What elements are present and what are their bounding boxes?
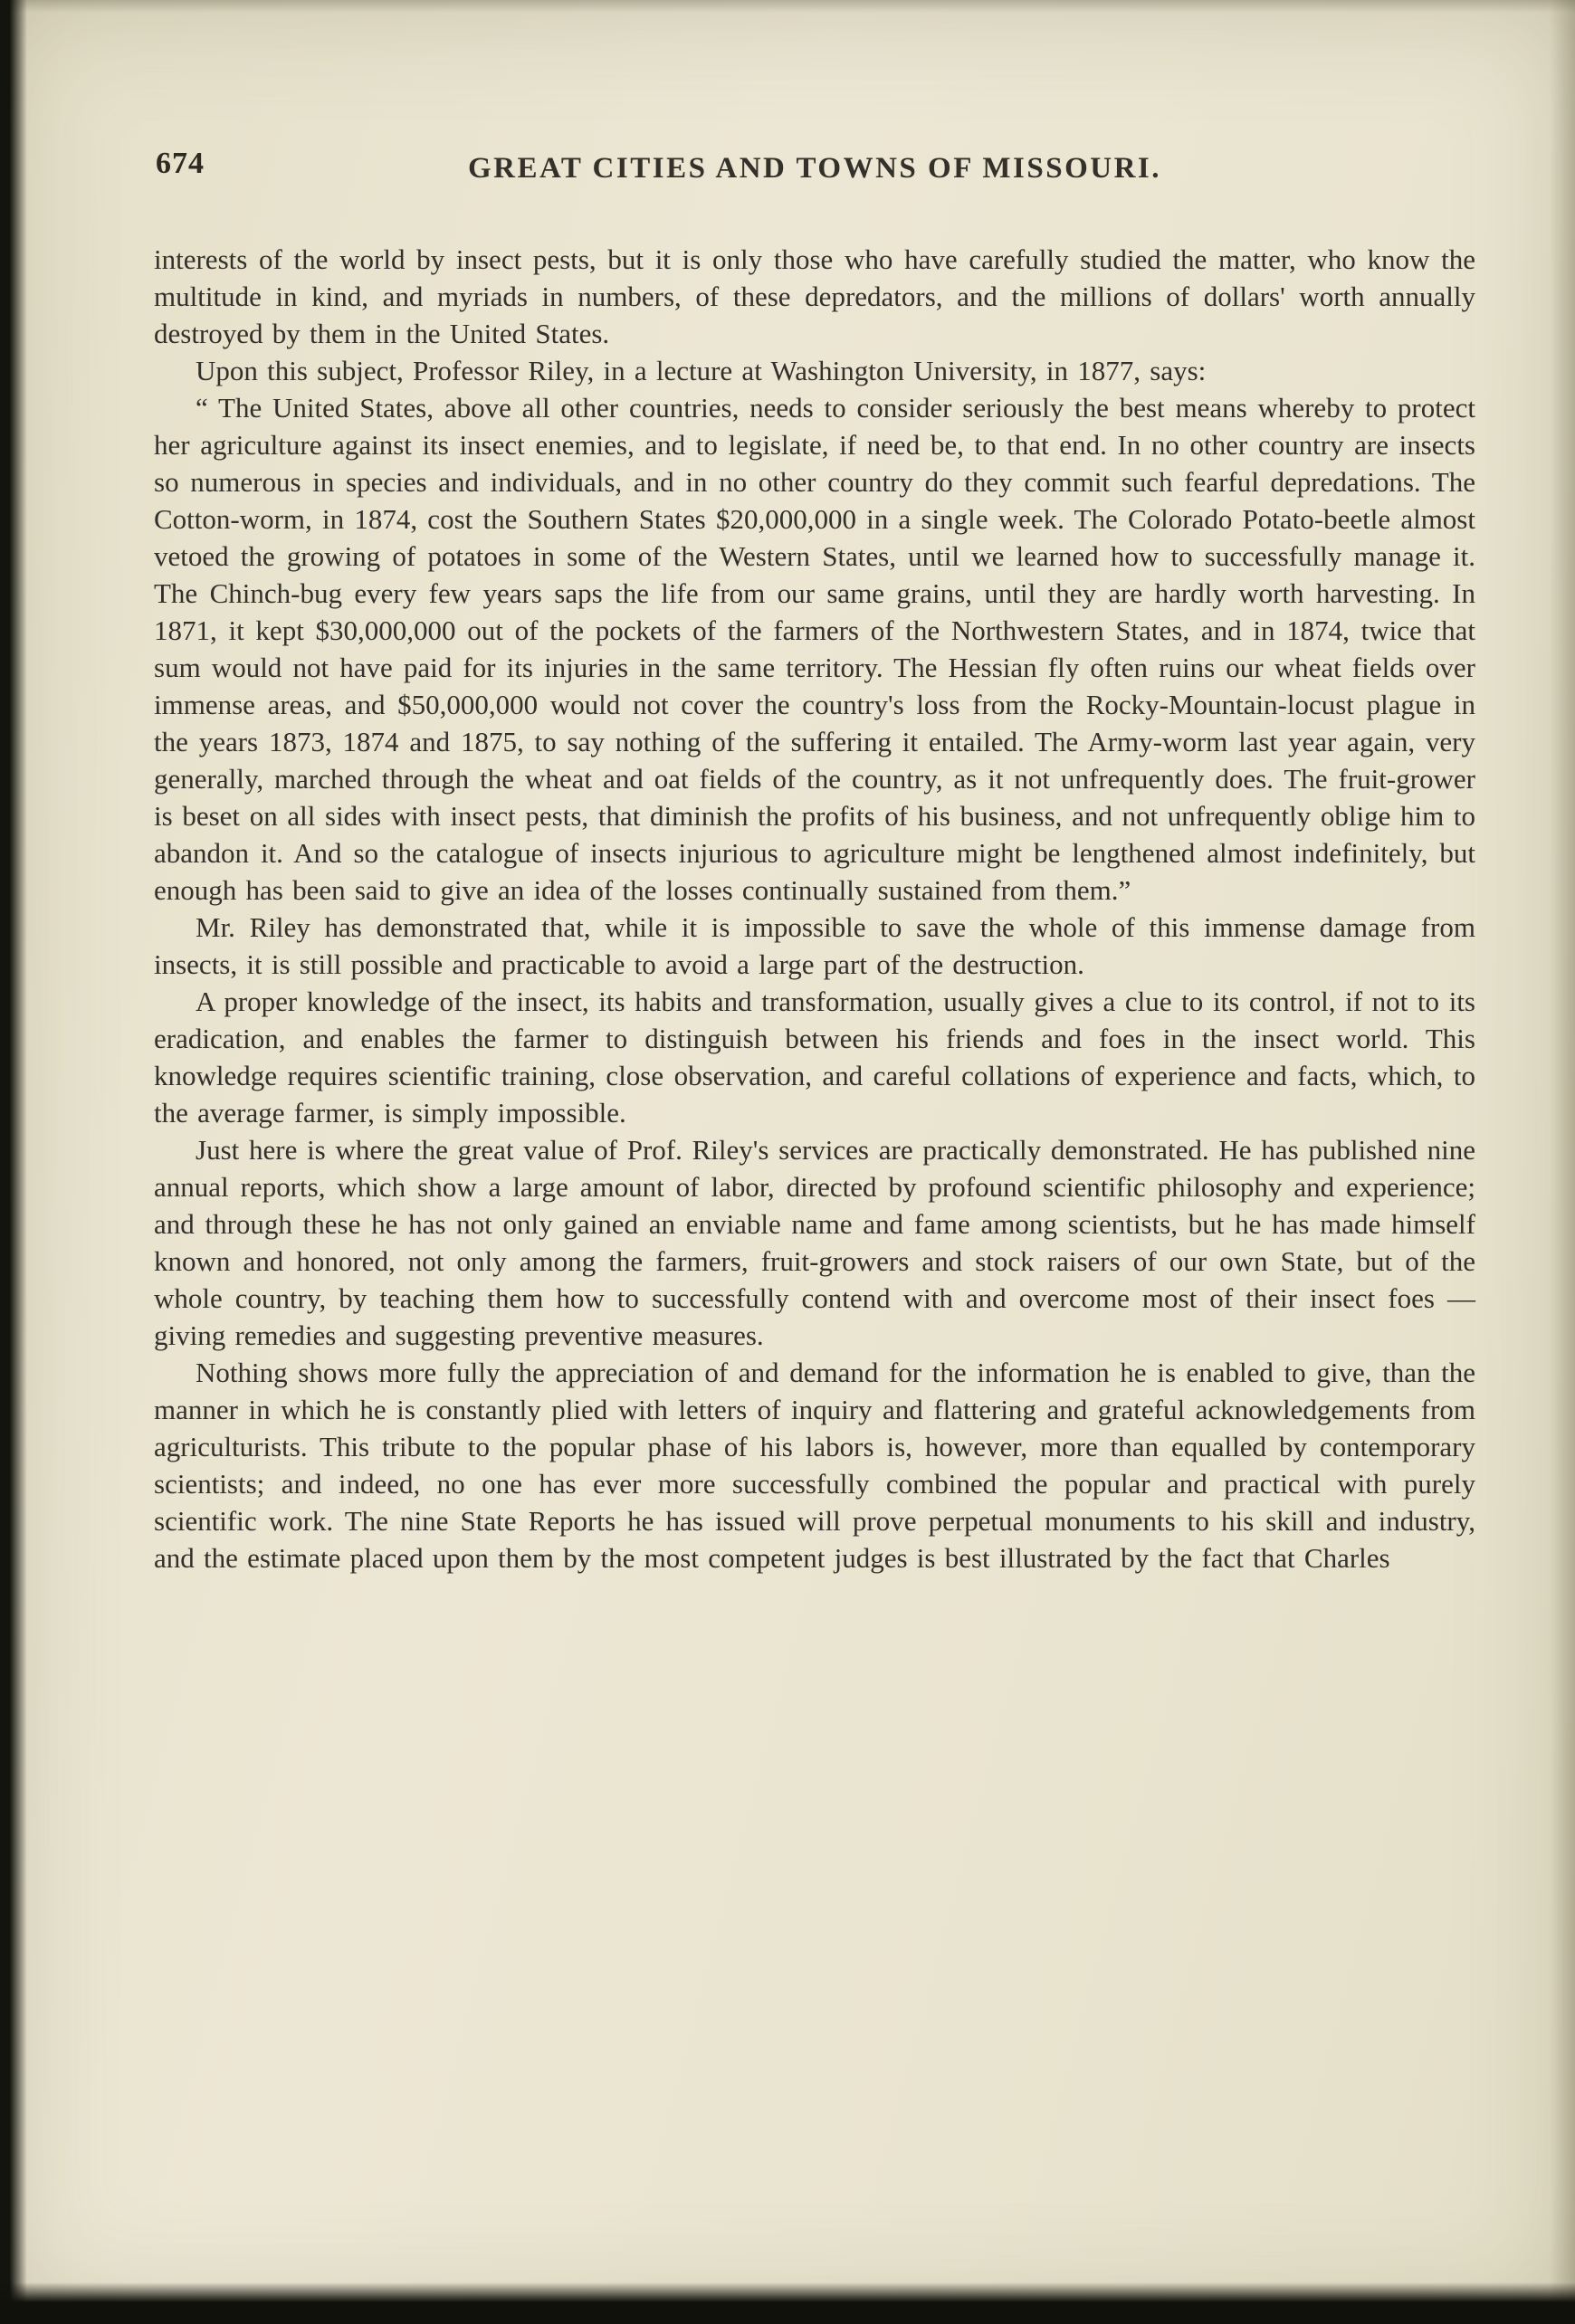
body-text [154, 241, 1475, 1576]
paragraph-7: Nothing shows more fully the appreciation of and demand for the information he is enabled to give, than the manner in which he is constantly plied with letters of inquiry and flattering and grateful acknowledgements from agriculturists. This tribute to the popular phase of his labors is, however, more than equalled by contemporary scientists; and indeed, no one has ever more successfully combined the popular and practical with purely scientific work. The nine State Reports he has issued will prove perpetual monuments to his skill and industry, and the estimate placed upon them by the most competent judges is best illustrated by the fact that Charles [154, 1357, 1475, 1574]
page-content [154, 147, 1475, 1576]
page-header [154, 147, 1475, 194]
paragraph-5: A proper knowledge of the insect, its habits and transformation, usually gives a clue to its control, if not to its eradication, and enables the farmer to distinguish between his friends and foes in the insect world. This knowledge requires scientific training, close observation, and careful collations of experience and facts, which, to the average farmer, is simply impossible. [154, 986, 1475, 1129]
paragraph-6: Just here is where the great value of Prof. Riley's services are practically demonstrated. He has published nine annual reports, which show a large amount of labor, directed by profound scientific philosophy and experience; and through these he has not only gained an enviable name and fame among scientists, but he has made himself known and honored, not only among the farmers, fruit-growers and stock raisers of our own State, but of the whole country, by teaching them how to successfully contend with and overcome most of their insect foes — giving remedies and suggesting preventive measures. [154, 1134, 1475, 1351]
scan-edge-left [0, 0, 27, 2324]
page-number: 674 [156, 147, 205, 180]
paragraph-1: interests of the world by insect pests, but it is only those who have carefully studied the matter, who know the multitude in kind, and myriads in numbers, of these depredators, and the millions of dollars' worth annually destroyed by them in the United States. [154, 243, 1475, 349]
running-title: GREAT CITIES AND TOWNS OF MISSOURI. [467, 152, 1161, 185]
scan-edge-bottom [0, 2282, 1575, 2324]
scan-edge-top [0, 0, 1575, 13]
scan-edge-right [1550, 0, 1575, 2324]
paragraph-3-riley-quote: “ The United States, above all other countries, needs to consider seriously the best means whereby to protect her agriculture against its insect enemies, and to legislate, if need be, to that end. In no other country are insects so numerous in species and individuals, and in no other country do they commit such fearful depredations. The Cotton-worm, in 1874, cost the Southern States $20,000,000 in a single week. The Colorado Potato-beetle almost vetoed the growing of potatoes in some of the Western States, until we learned how to successfully manage it. The Chinch-bug every few years saps the life from our same grains, until they are hardly worth harvesting. In 1871, it kept $30,000,000 out of the pockets of the farmers of the Northwestern States, and in 1874, twice that sum would not have paid for its injuries in the same territory. The Hessian fly often ruins our wheat fields over immense areas, and $50,000,000 would not cover the country's loss from the Rocky-Mountain-locust plague in the years 1873, 1874 and 1875, to say nothing of the suffering it entailed. The Army-worm last year again, very generally, marched through the wheat and oat fields of the country, as it not unfrequently does. The fruit-grower is beset on all sides with insect pests, that diminish the profits of his business, and not unfrequently oblige him to abandon it. And so the catalogue of insects injurious to agriculture might be lengthened almost indefinitely, but enough has been said to give an idea of the losses continually sustained from them.” [154, 392, 1475, 906]
paragraph-4: Mr. Riley has demonstrated that, while it is impossible to save the whole of this immense damage from insects, it is still possible and practicable to avoid a large part of the destruction. [154, 911, 1475, 980]
paragraph-2: Upon this subject, Professor Riley, in a lecture at Washington University, in 1877, says: [196, 355, 1207, 386]
